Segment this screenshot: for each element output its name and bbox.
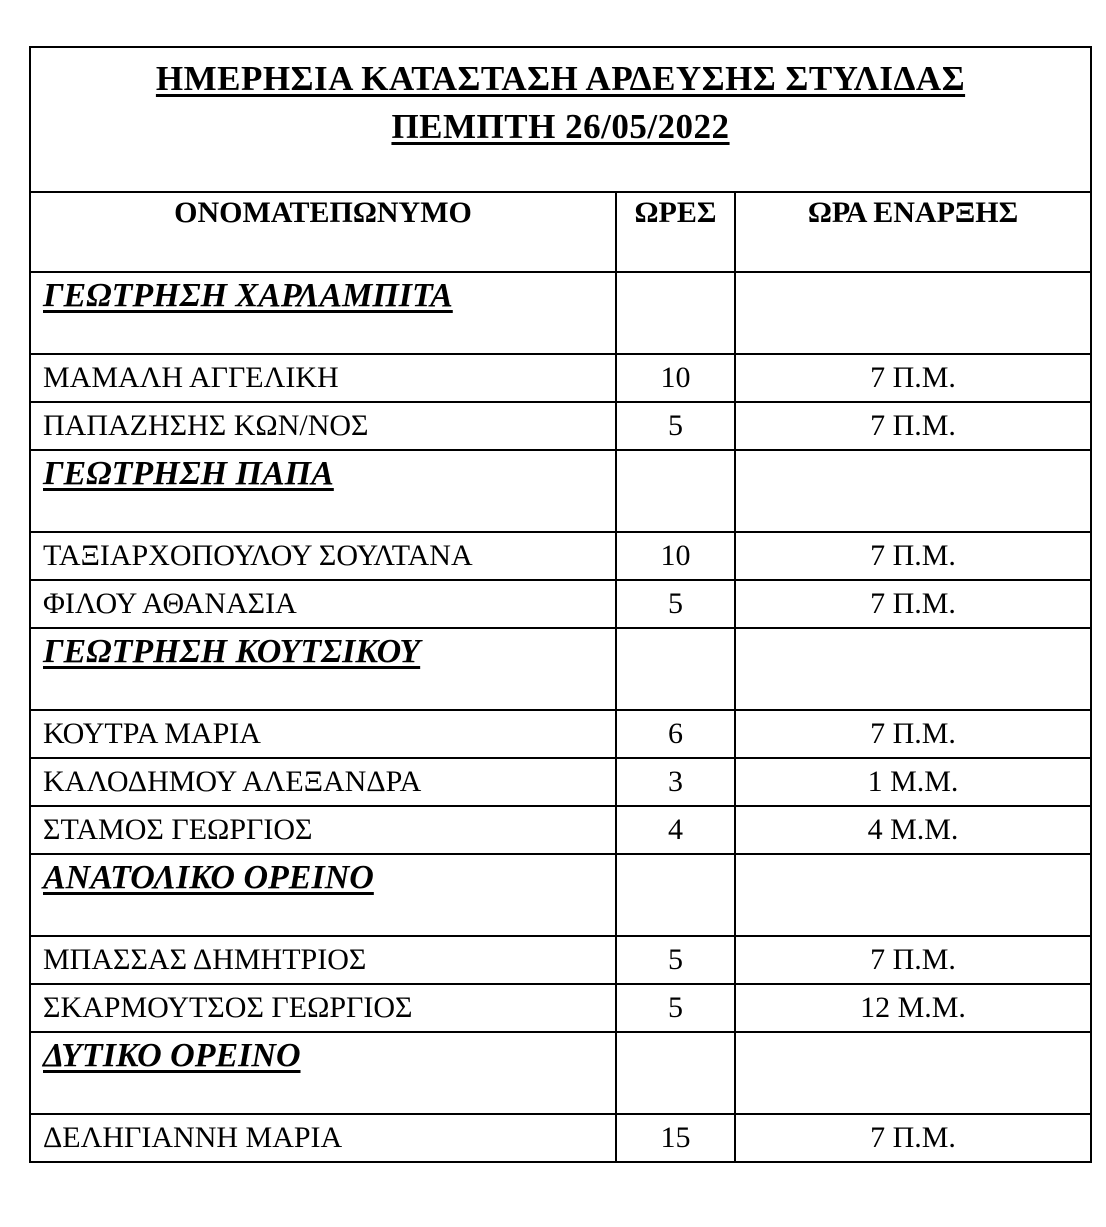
cell-name: ΤΑΞΙΑΡΧΟΠΟΥΛΟΥ ΣΟΥΛΤΑΝΑ xyxy=(30,532,616,580)
group-hours-cell xyxy=(616,854,735,936)
cell-start-time: 7 Π.Μ. xyxy=(735,532,1091,580)
cell-hours: 5 xyxy=(616,580,735,628)
group-start-cell xyxy=(735,628,1091,710)
group-label-cell xyxy=(30,628,616,710)
title-cell xyxy=(30,47,1091,192)
group-row xyxy=(30,1032,1091,1114)
column-header-hours: ΩΡΕΣ xyxy=(616,192,735,272)
title-row xyxy=(30,47,1091,192)
table-row xyxy=(30,758,1091,806)
group-start-cell xyxy=(735,1032,1091,1114)
cell-hours: 5 xyxy=(616,402,735,450)
cell-hours: 5 xyxy=(616,936,735,984)
group-label-cell xyxy=(30,272,616,354)
group-label-cell xyxy=(30,854,616,936)
table-row xyxy=(30,580,1091,628)
group-hours-cell xyxy=(616,450,735,532)
cell-hours: 6 xyxy=(616,710,735,758)
group-label-cell xyxy=(30,1032,616,1114)
table-row xyxy=(30,710,1091,758)
cell-name: ΦΙΛΟΥ ΑΘΑΝΑΣΙΑ xyxy=(30,580,616,628)
cell-hours: 10 xyxy=(616,354,735,402)
group-start-cell xyxy=(735,854,1091,936)
header-row xyxy=(30,192,1091,272)
group-start-cell xyxy=(735,272,1091,354)
column-header-start-time: ΩΡΑ ΕΝΑΡΞΗΣ xyxy=(735,192,1091,272)
group-label: ΔΥΤΙΚΟ ΟΡΕΙΝΟ xyxy=(43,1037,301,1074)
group-start-cell xyxy=(735,450,1091,532)
cell-start-time: 7 Π.Μ. xyxy=(735,580,1091,628)
cell-name: ΠΑΠΑΖΗΣΗΣ ΚΩΝ/ΝΟΣ xyxy=(30,402,616,450)
table-row xyxy=(30,1114,1091,1162)
document-title: ΗΜΕΡΗΣΙΑ ΚΑΤΑΣΤΑΣΗ ΑΡΔΕΥΣΗΣ ΣΤΥΛΙΔΑΣ xyxy=(155,59,966,98)
cell-name: ΔΕΛΗΓΙΑΝΝΗ ΜΑΡΙΑ xyxy=(30,1114,616,1162)
cell-start-time: 4 Μ.Μ. xyxy=(735,806,1091,854)
cell-start-time: 7 Π.Μ. xyxy=(735,1114,1091,1162)
cell-name: ΜΠΑΣΣΑΣ ΔΗΜΗΤΡΙΟΣ xyxy=(30,936,616,984)
table-row xyxy=(30,806,1091,854)
group-label: ΓΕΩΤΡΗΣΗ ΚΟΥΤΣΙΚΟΥ xyxy=(43,633,421,670)
group-row xyxy=(30,628,1091,710)
group-hours-cell xyxy=(616,1032,735,1114)
table-row xyxy=(30,354,1091,402)
group-label-cell xyxy=(30,450,616,532)
table-row xyxy=(30,936,1091,984)
group-label: ΓΕΩΤΡΗΣΗ ΠΑΠΑ xyxy=(43,455,334,492)
group-hours-cell xyxy=(616,272,735,354)
group-row xyxy=(30,450,1091,532)
group-hours-cell xyxy=(616,628,735,710)
cell-hours: 4 xyxy=(616,806,735,854)
cell-start-time: 1 Μ.Μ. xyxy=(735,758,1091,806)
cell-hours: 15 xyxy=(616,1114,735,1162)
group-label: ΑΝΑΤΟΛΙΚΟ ΟΡΕΙΝΟ xyxy=(43,859,374,896)
group-row xyxy=(30,854,1091,936)
table-row xyxy=(30,984,1091,1032)
cell-start-time: 7 Π.Μ. xyxy=(735,936,1091,984)
column-header-name: ΟΝΟΜΑΤΕΠΩΝΥΜΟ xyxy=(30,192,616,272)
cell-name: ΣΤΑΜΟΣ ΓΕΩΡΓΙΟΣ xyxy=(30,806,616,854)
cell-hours: 3 xyxy=(616,758,735,806)
cell-name: ΚΟΥΤΡΑ ΜΑΡΙΑ xyxy=(30,710,616,758)
cell-name: ΣΚΑΡΜΟΥΤΣΟΣ ΓΕΩΡΓΙΟΣ xyxy=(30,984,616,1032)
document-date: ΠΕΜΠΤΗ 26/05/2022 xyxy=(391,107,730,146)
cell-start-time: 7 Π.Μ. xyxy=(735,710,1091,758)
table-row xyxy=(30,402,1091,450)
cell-start-time: 7 Π.Μ. xyxy=(735,354,1091,402)
cell-hours: 5 xyxy=(616,984,735,1032)
table-row xyxy=(30,532,1091,580)
group-row xyxy=(30,272,1091,354)
cell-hours: 10 xyxy=(616,532,735,580)
cell-start-time: 12 Μ.Μ. xyxy=(735,984,1091,1032)
cell-name: ΜΑΜΑΛΗ ΑΓΓΕΛΙΚΗ xyxy=(30,354,616,402)
cell-name: ΚΑΛΟΔΗΜΟΥ ΑΛΕΞΑΝΔΡΑ xyxy=(30,758,616,806)
group-label: ΓΕΩΤΡΗΣΗ ΧΑΡΛΑΜΠΙΤΑ xyxy=(43,277,453,314)
cell-start-time: 7 Π.Μ. xyxy=(735,402,1091,450)
irrigation-schedule-table xyxy=(29,46,1092,1163)
